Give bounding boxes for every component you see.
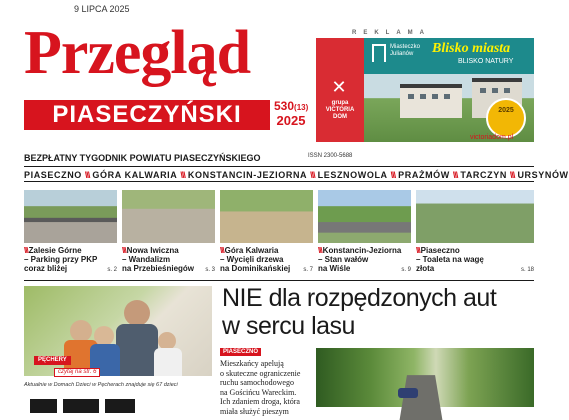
newspaper-tagline: BEZPŁATNY TYGODNIK POWIATU PIASECZYŃSKIEGO (24, 153, 261, 163)
advert-window-icon (492, 88, 498, 93)
masthead-logo-subtitle[interactable]: PIASECZYŃSKI (24, 100, 270, 130)
car-icon (398, 388, 418, 398)
advert-window-icon (420, 94, 426, 99)
teaser-photo-zalesie[interactable] (24, 190, 117, 243)
lead-story-read-more-link[interactable]: czytaj na str. 6 (54, 368, 100, 377)
teaser-page-ref: s. 3 (205, 267, 215, 273)
advert-building-icon (400, 84, 462, 118)
advert-label: REKLAMA (352, 30, 431, 36)
teaser-page-ref: s. 2 (107, 267, 117, 273)
nav-item-tarczyn[interactable]: TARCZYN (460, 170, 507, 180)
advert-window-icon (480, 88, 486, 93)
estate-logo-icon (372, 44, 386, 62)
teaser-page-ref: s. 7 (303, 267, 313, 273)
lead-story-section-badge: PĘCHERY (34, 356, 71, 365)
nav-separator-icon: \\\ (84, 170, 90, 180)
teaser-caption[interactable]: \\\Zalesie Górne – Parking przy PKP coraz bliżej s. 2 (24, 246, 117, 273)
nav-item-piaseczno[interactable]: PIASECZNO (24, 170, 82, 180)
region-navigation (24, 169, 569, 181)
divider-line (24, 280, 534, 281)
nav-separator-icon: \\\ (310, 170, 315, 180)
teaser-caption[interactable]: \\\Piaseczno – Toaleta na wagę złota s. 18 (416, 246, 534, 273)
nav-separator-icon: \\\ (452, 170, 458, 180)
teaser-photo-iwiczna[interactable] (122, 190, 215, 243)
advert-window-icon (504, 88, 510, 93)
teaser-photo-gora-kalwaria[interactable] (220, 190, 313, 243)
nav-item-prazmow[interactable]: PRAŻMÓW (398, 170, 450, 180)
divider-line (24, 166, 534, 167)
issue-date: 9 LIPCA 2025 (74, 4, 130, 14)
advert-developer: grupa VICTORIA DOM (325, 100, 355, 120)
teaser-caption[interactable]: \\\Konstancin-Jeziorna – Stan wałów na Wiśle s. 9 (318, 246, 411, 273)
issn-number: ISSN 2300-5688 (308, 153, 353, 159)
lead-story-photo-caption: Aktualnie w Domach Dzieci w Pęcherach znajduje się 67 dzieci (24, 382, 178, 388)
main-story-section-badge: PIASECZNO (220, 348, 261, 356)
teaser-photo-piaseczno[interactable] (416, 190, 534, 243)
issue-number-box (274, 100, 308, 134)
nav-item-konstancin-jeziorna[interactable]: KONSTANCIN-JEZIORNA (187, 170, 308, 180)
issue-number: 530(13) (274, 99, 309, 113)
teaser-page-ref: s. 18 (520, 267, 534, 273)
advert-estate-name: Miasteczko Julianów (390, 44, 421, 57)
advert-window-icon (432, 94, 438, 99)
nav-separator-icon: \\\ (509, 170, 515, 180)
nav-item-ursynow[interactable]: URSYNÓW (517, 170, 569, 180)
nav-item-lesznowola[interactable]: LESZNOWOLA (317, 170, 388, 180)
main-story-headline[interactable]: NIE dla rozpędzonych aut w sercu lasu (222, 284, 497, 340)
advert-window-icon (408, 94, 414, 99)
advert-url-link[interactable]: victoriadom.pl (470, 134, 514, 141)
nav-separator-icon: \\\ (390, 170, 396, 180)
teaser-caption[interactable]: \\\Nowa Iwiczna – Wandalizm na Przebieśniegów s. 3 (122, 246, 215, 273)
teaser-caption[interactable]: \\\Góra Kalwaria – Wycięli drzewa na Dominikańskiej s. 7 (220, 246, 313, 273)
nav-item-gora-kalwaria[interactable]: GÓRA KALWARIA (92, 170, 178, 180)
advert-window-icon (444, 94, 450, 99)
cropped-headline-fragment (30, 399, 180, 407)
teaser-page-ref: s. 9 (401, 267, 411, 273)
main-story-lead-text: Mieszkańcy apelują o skuteczne ograniczenie ruchu samochodowego na Gościńcu Wareckim. Ich zdaniem droga, która miała służyć pieszym (220, 359, 301, 416)
divider-line (24, 181, 534, 182)
nav-separator-icon: \\\ (180, 170, 185, 180)
advert-slogan-sub: BLISKO NATURY (458, 58, 514, 65)
masthead-logo-title[interactable]: Przegląd (24, 19, 251, 87)
issue-year: 2025 (276, 113, 306, 128)
advert-banner[interactable] (316, 38, 534, 142)
teaser-photo-konstancin[interactable] (318, 190, 411, 243)
victoria-dom-logo-icon: ✕ (331, 77, 347, 97)
advert-slogan: Blisko miasta (432, 41, 511, 56)
advert-award-badge: 2025 (486, 98, 526, 138)
main-story-forest-photo[interactable] (316, 348, 534, 407)
